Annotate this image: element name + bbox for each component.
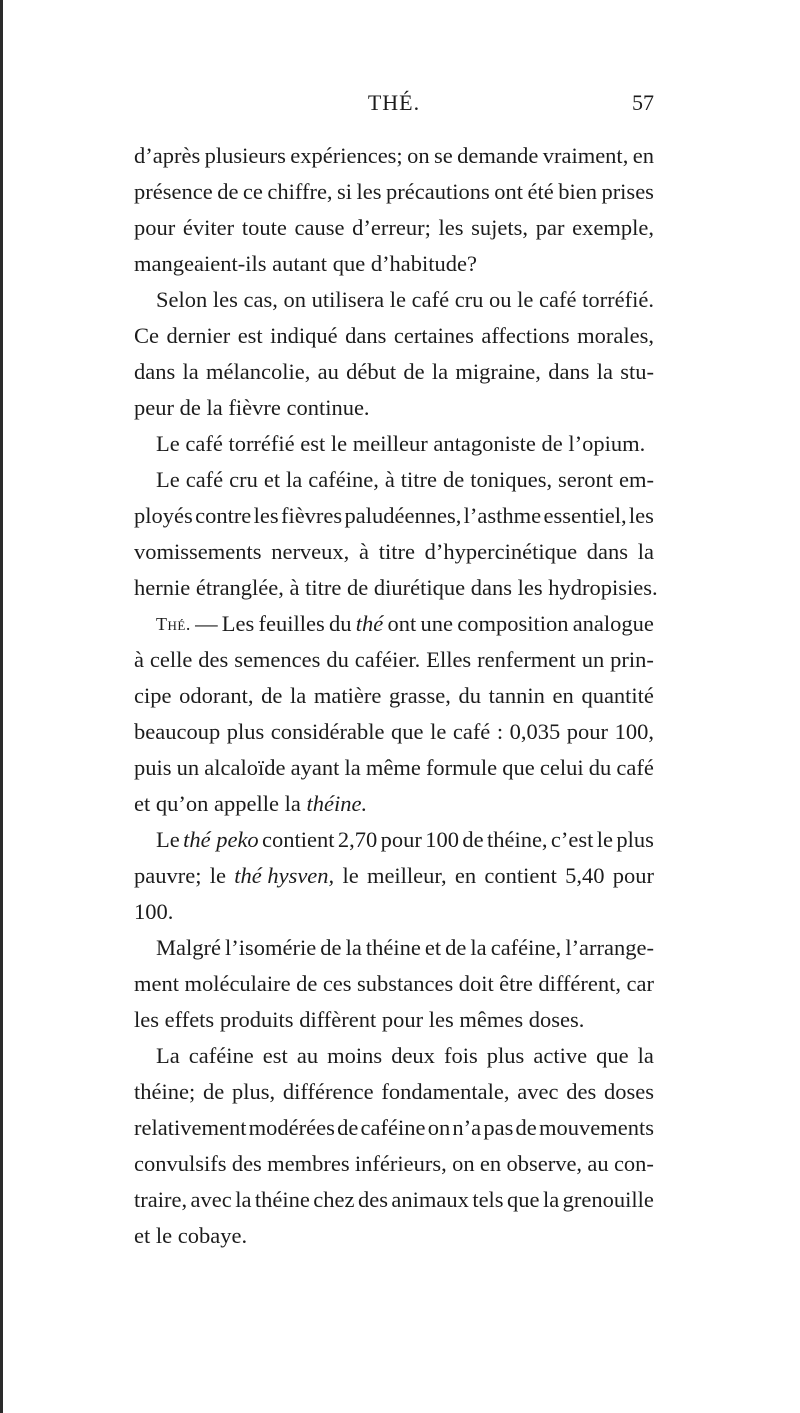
- text-line: d’après plusieurs expériences; on se demande vraiment, en: [134, 143, 654, 168]
- running-title: THÉ.: [367, 90, 421, 115]
- text-line: à celle des semences du caféier. Elles renferment un prin-: [134, 647, 654, 672]
- text-line: puis un alcaloïde ayant la même formule que celui du café: [134, 755, 654, 780]
- page-number: 57: [632, 90, 654, 115]
- text-line: ment moléculaire de ces substances doit être différent, car: [134, 971, 654, 996]
- text-line: pour éviter toute cause d’erreur; les sujets, par exemple,: [134, 215, 654, 240]
- text-line: pauvre; le thé hysven, le meilleur, en contient 5,40 pour: [134, 863, 654, 888]
- text-line: relativement modérées de caféine on n’a pas de mouvements: [134, 1115, 654, 1140]
- text-line: cipe odorant, de la matière grasse, du tannin en quantité: [134, 683, 654, 708]
- text-line: Le café torréfié est le meilleur antagoniste de l’opium.: [156, 431, 646, 456]
- text-line: beaucoup plus considérable que le café : 0,035 pour 100,: [134, 719, 654, 744]
- text-line: Malgré l’isomérie de la théine et de la caféine, l’arrange-: [156, 935, 654, 960]
- text-line: convulsifs des membres inférieurs, on en observe, au con-: [134, 1151, 654, 1176]
- text-line: et le cobaye.: [134, 1223, 248, 1248]
- text-line: Selon les cas, on utilisera le café cru ou le café torréfié.: [156, 287, 654, 312]
- body-text: [134, 138, 658, 1254]
- text-line: Ce dernier est indiqué dans certaines affections morales,: [134, 323, 654, 348]
- text-line: les effets produits diffèrent pour les mêmes doses.: [134, 1007, 585, 1032]
- text-line: peur de la fièvre continue.: [134, 395, 370, 420]
- text-line: hernie étranglée, à titre de diurétique dans les hydropisies.: [134, 575, 658, 600]
- text-line: dans la mélancolie, au début de la migraine, dans la stu-: [134, 359, 654, 384]
- text-line: théine; de plus, différence fondamentale, avec des doses: [134, 1079, 654, 1104]
- running-header: [134, 90, 654, 130]
- text-line: ployés contre les fièvres paludéennes, l’asthme essentiel, les: [134, 503, 654, 528]
- text-line: présence de ce chiffre, si les précautions ont été bien prises: [134, 179, 654, 204]
- text-line: Le thé peko contient 2,70 pour 100 de théine, c’est le plus: [156, 827, 654, 852]
- text-line: et qu’on appelle la théine.: [134, 791, 368, 816]
- text-line: 100.: [134, 899, 174, 924]
- text-line: vomissements nerveux, à titre d’hypercinétique dans la: [134, 539, 654, 564]
- text-line: Thé. — Les feuilles du thé ont une composition analogue: [134, 606, 654, 642]
- text-line: mangeaient-ils autant que d’habitude?: [134, 251, 478, 276]
- text-line: La caféine est au moins deux fois plus active que la: [156, 1043, 654, 1068]
- section-lead: Thé.: [156, 614, 191, 634]
- text-line: traire, avec la théine chez des animaux tels que la grenouille: [134, 1187, 654, 1212]
- text-line: Le café cru et la caféine, à titre de toniques, seront em-: [156, 467, 654, 492]
